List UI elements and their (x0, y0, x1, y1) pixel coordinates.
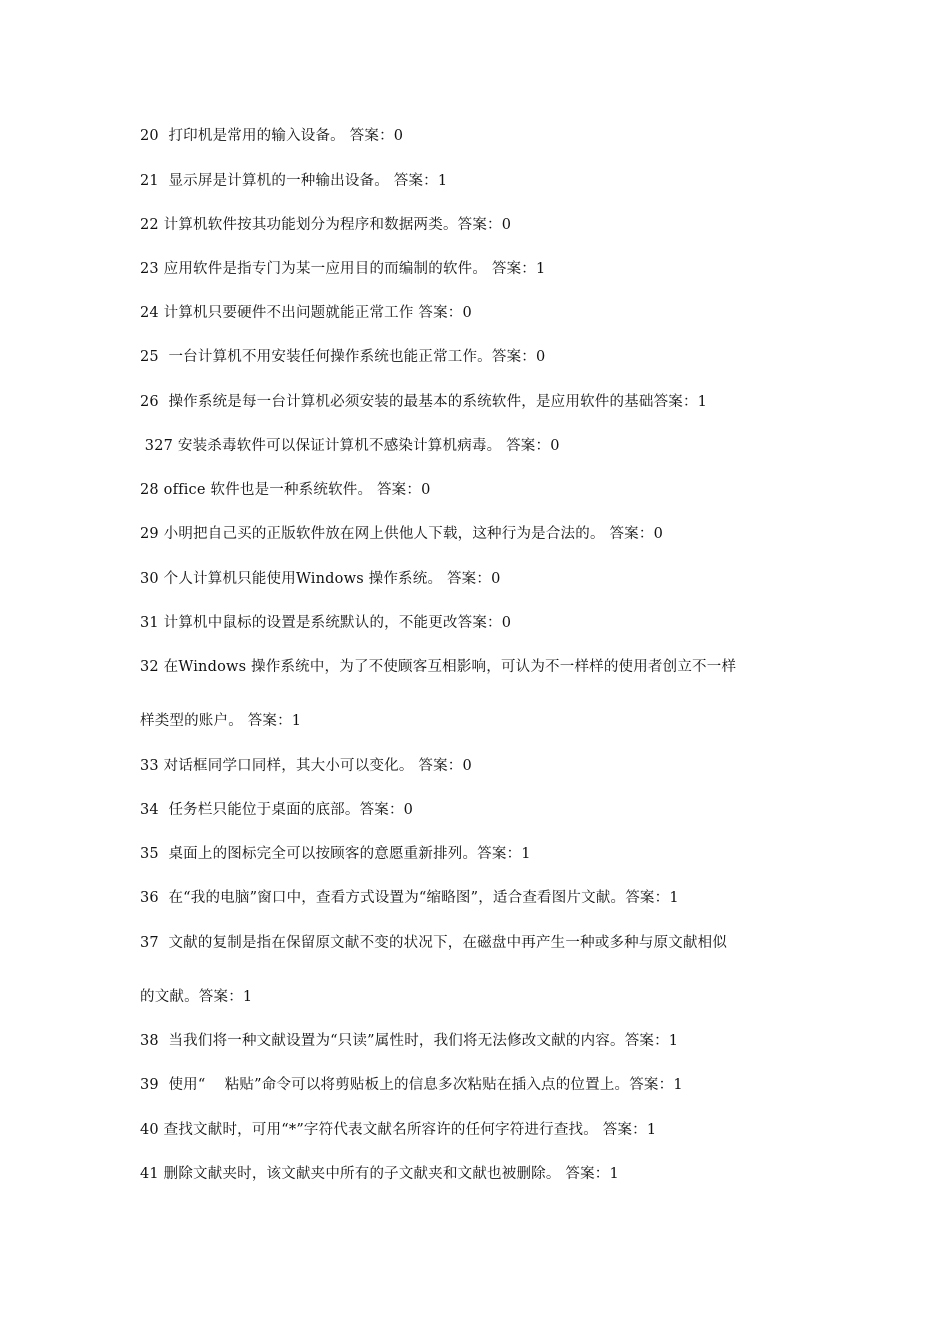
question-line-29: 29 小明把自己买的正版软件放在网上供他人下载，这种行为是合法的。 答案：0 (140, 526, 663, 542)
question-line-30: 30 个人计算机只能使用Windows 操作系统。 答案：0 (140, 571, 501, 587)
question-line-22: 22 计算机软件按其功能划分为程序和数据两类。答案：0 (140, 217, 512, 233)
question-line-31: 31 计算机中鼠标的设置是系统默认的，不能更改答案：0 (140, 615, 512, 631)
question-line-38: 38 当我们将一种文献设置为“只读”属性时，我们将无法修改文献的内容。答案：1 (140, 1033, 679, 1049)
question-line-23: 23 应用软件是指专门为某一应用目的而编制的软件。 答案：1 (140, 261, 546, 277)
question-line-28: 28 office 软件也是一种系统软件。 答案：0 (140, 482, 431, 498)
question-line-33: 33 对话框同学口同样，其大小可以变化。 答案：0 (140, 758, 472, 774)
question-line-32-cont: 样类型的账户。 答案：1 (140, 713, 302, 729)
question-line-20: 20 打印机是常用的输入设备。 答案：0 (140, 128, 404, 144)
question-line-37: 37 文献的复制是指在保留原文献不变的状况下，在磁盘中再产生一种或多种与原文献相似 (140, 935, 728, 951)
question-line-24: 24 计算机只要硬件不出问题就能正常工作 答案：0 (140, 305, 472, 321)
question-line-36: 36 在“我的电脑”窗口中，查看方式设置为“缩略图”，适合查看图片文献。答案：1 (140, 890, 679, 906)
question-line-26: 26 操作系统是每一台计算机必须安装的最基本的系统软件，是应用软件的基础答案：1 (140, 394, 708, 410)
question-line-39: 39 使用“ 粘贴”命令可以将剪贴板上的信息多次粘贴在插入点的位置上。答案：1 (140, 1077, 683, 1093)
question-line-25: 25 一台计算机不用安装任何操作系统也能正常工作。答案：0 (140, 349, 546, 365)
question-line-41: 41 删除文献夹时，该文献夹中所有的子文献夹和文献也被删除。 答案：1 (140, 1166, 619, 1182)
question-line-34: 34 任务栏只能位于桌面的底部。答案：0 (140, 802, 414, 818)
question-line-40: 40 查找文献时，可用“*”字符代表文献名所容许的任何字符进行查找。 答案：1 (140, 1122, 657, 1138)
question-line-27: 327 安装杀毒软件可以保证计算机不感染计算机病毒。 答案：0 (140, 438, 560, 454)
question-line-35: 35 桌面上的图标完全可以按顾客的意愿重新排列。答案：1 (140, 846, 531, 862)
question-line-37-cont: 的文献。答案：1 (140, 989, 253, 1005)
question-line-21: 21 显示屏是计算机的一种输出设备。 答案：1 (140, 173, 448, 189)
question-line-32: 32 在Windows 操作系统中，为了不使顾客互相影响，可认为不一样样的使用者创立不一样 (140, 659, 737, 675)
